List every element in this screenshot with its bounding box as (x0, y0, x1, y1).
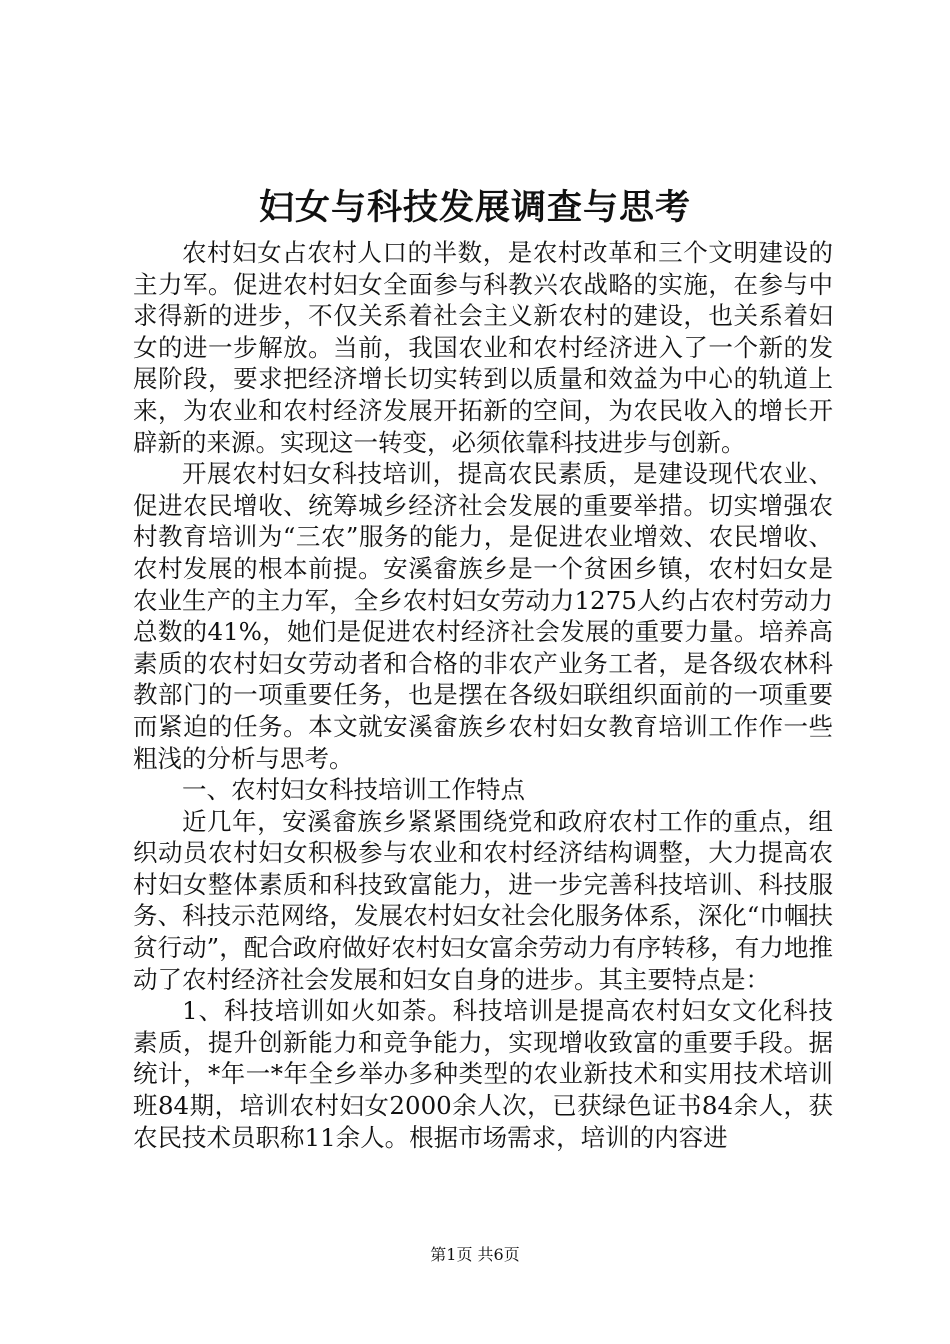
paragraph-recent-years: 近几年，安溪畲族乡紧紧围绕党和政府农村工作的重点，组织动员农村妇女积极参与农业和农村经济结构调整，大力提高农村妇女整体素质和科技致富能力，进一步完善科技培训、科技服务、科技示范网络，发展农村妇女社会化服务体系，深化“巾帼扶贫行动”，配合政府做好农村妇女富余劳动力有序转移，有力地推动了农村经济社会发展和妇女自身的进步。其主要特点是： (133, 806, 833, 994)
section-heading: 一、农村妇女科技培训工作特点 (182, 775, 525, 805)
page-footer: 第1页 共6页 (430, 1245, 520, 1264)
document-body (133, 237, 833, 1153)
paragraph-point-1: 1、科技培训如火如荼。科技培训是提高农村妇女文化科技素质，提升创新能力和竞争能力，实现增收致富的重要手段。据统计，*年一*年全乡举办多种类型的农业新技术和实用技术培训班84期，培训农村妇女2000余人次，已获绿色证书84余人，获农民技术员职称11余人。根据市场需求，培训的内容进 (133, 996, 833, 1152)
document-title: 妇女与科技发展调查与思考 (258, 187, 691, 228)
paragraph-training-importance: 开展农村妇女科技培训，提高农民素质，是建设现代农业、促进农民增收、统筹城乡经济社会发展的重要举措。切实增强农村教育培训为“三农”服务的能力，是促进农业增效、农民增收、农村发展的根本前提。安溪畲族乡是一个贫困乡镇，农村妇女是农业生产的主力军，全乡农村妇女劳动力1275人约占农村劳动力总数的41%，她们是促进农村经济社会发展的重要力量。培养高素质的农村妇女劳动者和合格的非农产业务工者，是各级农林科教部门的一项重要任务，也是摆在各级妇联组织面前的一项重要而紧迫的任务。本文就安溪畲族乡农村妇女教育培训工作作一些粗浅的分析与思考。 (133, 459, 833, 773)
paragraph-intro: 农村妇女占农村人口的半数，是农村改革和三个文明建设的主力军。促进农村妇女全面参与科教兴农战略的实施，在参与中求得新的进步，不仅关系着社会主义新农村的建设，也关系着妇女的进一步解放。当前，我国农业和农村经济进入了一个新的发展阶段，要求把经济增长切实转到以质量和效益为中心的轨道上来，为农业和农村经济发展开拓新的空间，为农民收入的增长开辟新的来源。实现这一转变，必须依靠科技进步与创新。 (133, 238, 833, 457)
